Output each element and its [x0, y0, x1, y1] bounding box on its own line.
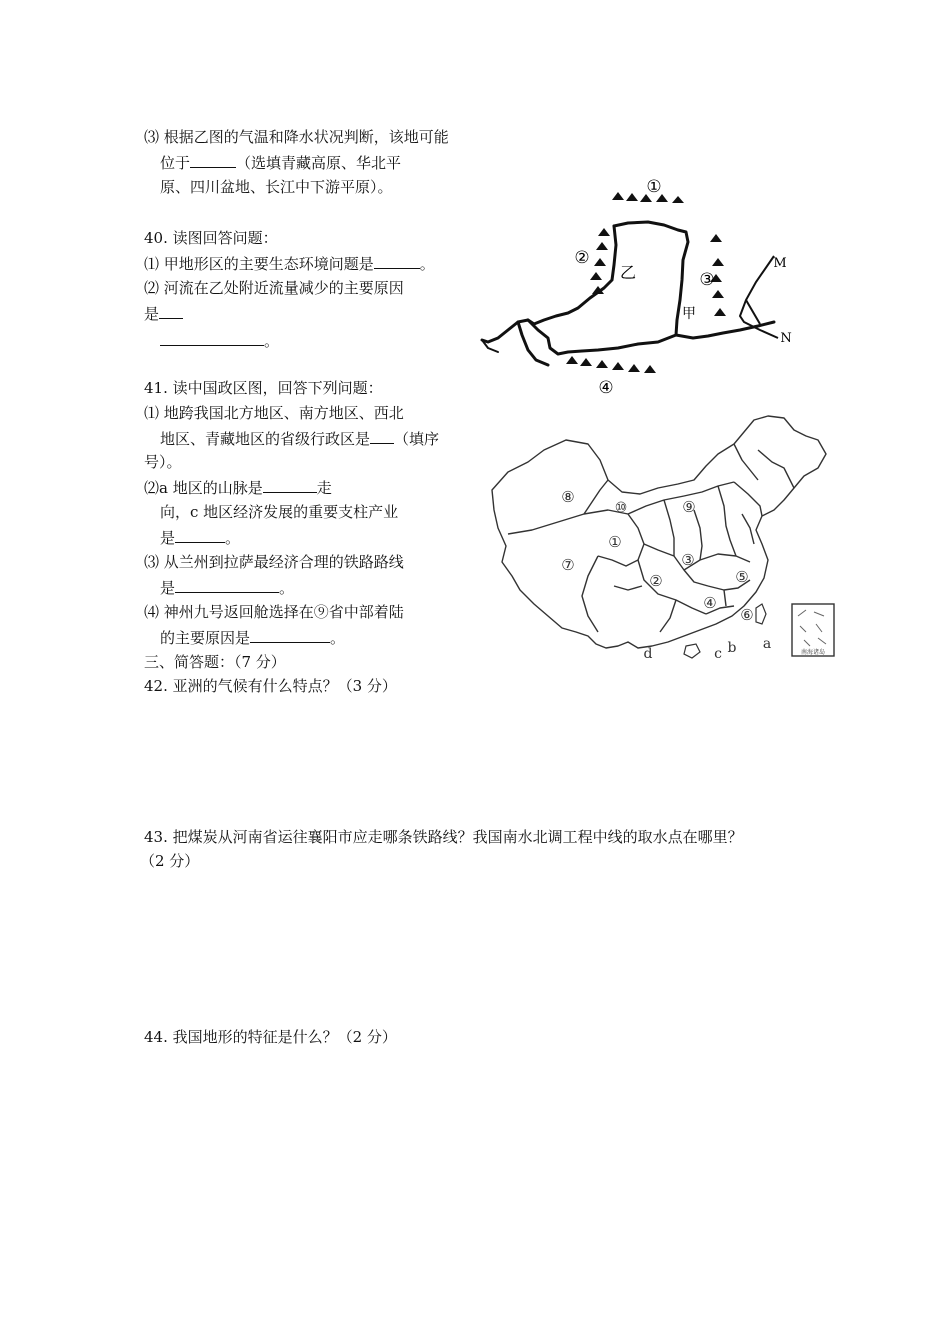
- q43-line2: （2 分）: [140, 852, 200, 870]
- province-boundary: [664, 500, 674, 556]
- map2-label: ②: [649, 572, 663, 590]
- q41-part1: ⑴ 地跨我国北方地区、南方地区、西北: [144, 404, 404, 422]
- province-boundary: [584, 480, 608, 514]
- mn-line: [746, 300, 760, 324]
- map2-label: c: [714, 646, 722, 662]
- map2-label: ③: [681, 551, 695, 569]
- map2-label: ⑨: [682, 498, 696, 516]
- q41-part3: ⑶ 从兰州到拉萨最经济合理的铁路路线: [144, 553, 404, 571]
- q41-title: 41. 读中国政区图，回答下列问题：: [144, 379, 383, 397]
- map1-label: ③: [699, 270, 715, 290]
- q39-line2: 位于 （选填青藏高原、华北平: [160, 154, 402, 172]
- section-3-heading: 三、简答题：（7 分）: [144, 653, 286, 671]
- q43-line1: 43. 把煤炭从河南省运往襄阳市应走哪条铁路线？我国南水北调工程中线的取水点在哪里？: [144, 828, 743, 846]
- map2-label: ⑧: [561, 488, 575, 506]
- inset-marks: [798, 610, 826, 646]
- map2-label: ⑤: [735, 568, 749, 586]
- q40-part2-cont: 是: [144, 303, 183, 324]
- q40-part2: ⑵ 河流在乙处附近流量减少的主要原因: [144, 279, 404, 297]
- q41-part1-cont: 地区、青藏地区的省级行政区是 （填序: [160, 430, 440, 448]
- q41-part4-cont: 的主要原因是 。: [160, 629, 346, 647]
- river-line: [518, 322, 548, 365]
- q41-part2: ⑵a 地区的山脉是 走: [144, 479, 332, 497]
- map1-label: M: [773, 256, 787, 271]
- q41-part4: ⑷ 神州九号返回舱选择在⑨省中部着陆: [144, 603, 404, 621]
- map2-label: ⑥: [740, 606, 754, 624]
- china-political-map: [488, 410, 838, 670]
- answer-blank[interactable]: [370, 428, 394, 444]
- q41-part2-end: 是 。: [160, 529, 241, 547]
- answer-blank[interactable]: [175, 577, 279, 593]
- q40-part2-end: 。: [160, 330, 279, 351]
- answer-blank[interactable]: [250, 627, 330, 643]
- province-boundary: [638, 560, 706, 614]
- province-boundary: [742, 514, 754, 544]
- river-line: [482, 222, 688, 354]
- q41-part2-cont: 向，c 地区经济发展的重要支柱产业: [160, 503, 399, 521]
- province-boundary: [734, 444, 758, 480]
- answer-blank[interactable]: [374, 253, 420, 269]
- country-border: [492, 416, 826, 648]
- inset-label: 南海诸岛: [800, 649, 826, 656]
- map2-label: ④: [703, 594, 717, 612]
- map2-label: ⑩: [614, 500, 628, 516]
- terrain-river-map: [478, 170, 808, 398]
- province-boundary: [614, 586, 642, 590]
- q42: 42. 亚洲的气候有什么特点？（3 分）: [144, 677, 397, 695]
- q40-part1: ⑴ 甲地形区的主要生态环境问题是 。: [144, 255, 435, 273]
- map1-label: 乙: [619, 263, 637, 282]
- map2-label: ⑦: [561, 556, 575, 574]
- q44: 44. 我国地形的特征是什么？（2 分）: [144, 1028, 397, 1046]
- province-boundary: [582, 556, 598, 632]
- river-line: [528, 226, 616, 324]
- answer-blank[interactable]: [190, 152, 236, 168]
- hainan-island: [684, 644, 700, 658]
- province-boundary: [694, 510, 702, 560]
- q41-part1-end: 号）。: [144, 453, 182, 471]
- answer-blank[interactable]: [159, 303, 183, 319]
- map2-label: b: [727, 640, 737, 656]
- q39-line1: ⑶ 根据乙图的气温和降水状况判断，该地可能: [144, 128, 449, 146]
- province-boundary: [660, 600, 676, 632]
- map2-label: a: [762, 636, 772, 652]
- province-boundary: [724, 590, 726, 606]
- province-boundary: [508, 510, 628, 534]
- answer-blank[interactable]: [263, 477, 317, 493]
- map2-label: d: [643, 646, 653, 662]
- province-boundary: [718, 486, 736, 556]
- q39-line3: 原、四川盆地、长江中下游平原）。: [160, 178, 393, 196]
- answer-blank[interactable]: [175, 527, 225, 543]
- map1-label: ②: [574, 248, 590, 268]
- map1-label: N: [780, 331, 792, 346]
- taiwan-island: [756, 604, 766, 624]
- map1-label: ①: [646, 177, 662, 197]
- province-boundary: [758, 450, 794, 488]
- map1-label: ④: [598, 378, 614, 398]
- answer-blank[interactable]: [160, 330, 264, 346]
- q41-part3-cont: 是 。: [160, 579, 295, 597]
- map2-label: ①: [608, 533, 622, 551]
- province-boundary: [734, 482, 762, 516]
- map1-label: 甲: [682, 306, 696, 322]
- q40-title: 40. 读图回答问题：: [144, 229, 278, 247]
